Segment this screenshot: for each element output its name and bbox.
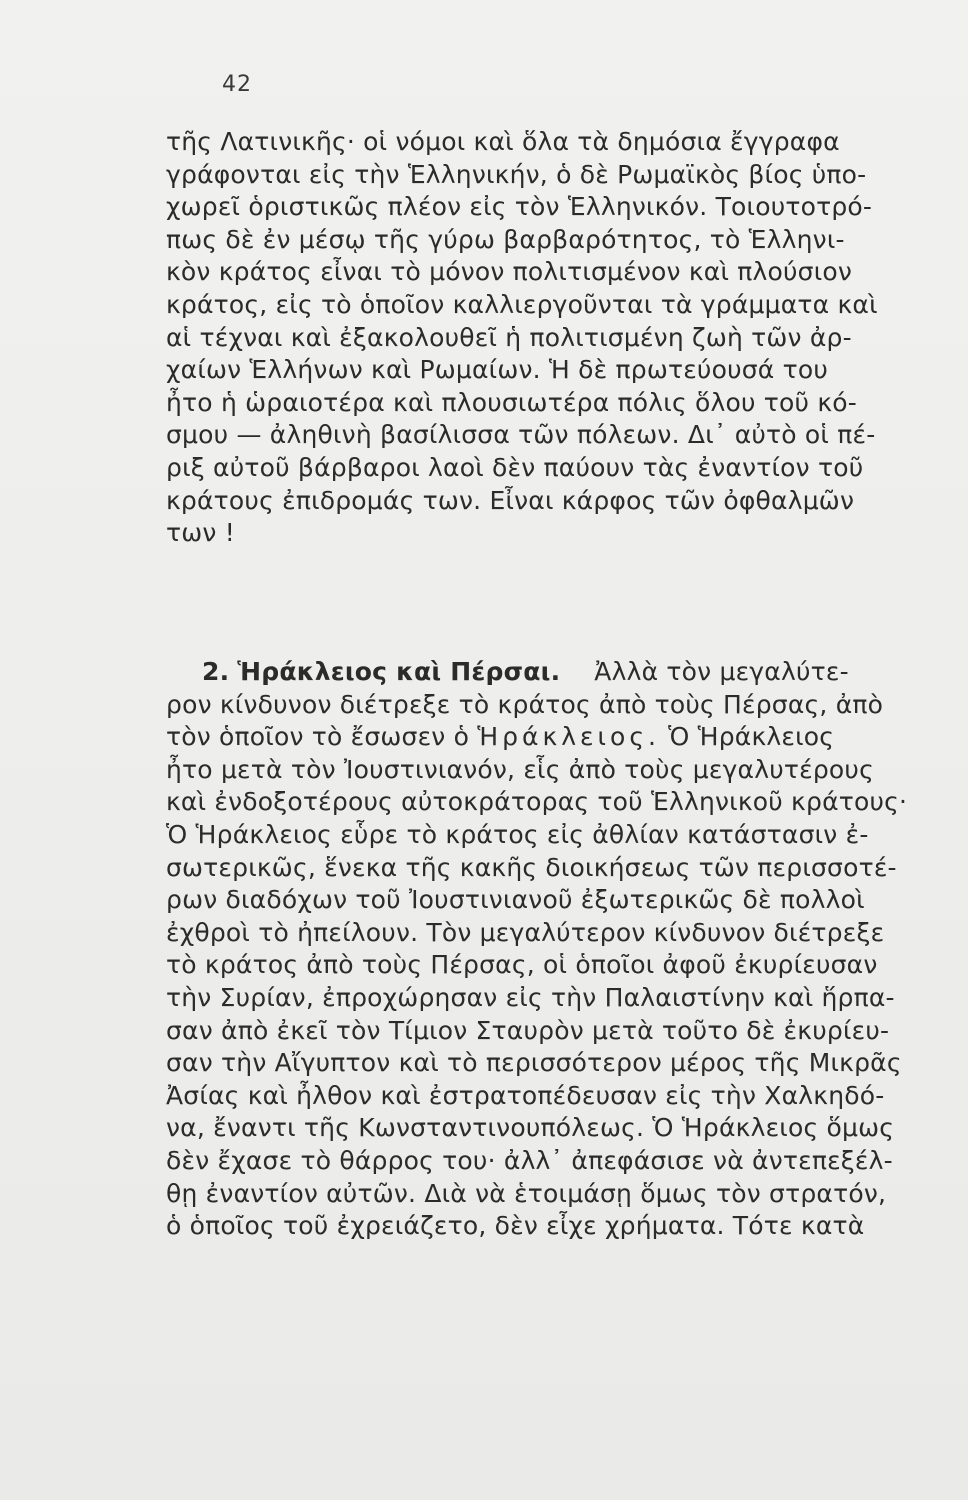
- text-line: ἦτο μετὰ τὸν Ἰουστινιανόν, εἷς ἀπὸ τοὺς μεγαλυτέρους: [166, 754, 874, 784]
- text-line: ἐχθροὶ τὸ ἠπείλουν. Τὸν μεγαλύτερον κίνδυνον διέτρεξε: [166, 917, 885, 947]
- text-line: ἦτο ἡ ὡραιοτέρα καὶ πλουσιωτέρα πόλις ὅλου τοῦ κό-: [166, 387, 857, 417]
- text-line: τὴν Συρίαν, ἐπροχώρησαν εἰς τὴν Παλαιστίνην καὶ ἥρπα-: [166, 982, 895, 1012]
- text-line: Ἀσίας καὶ ἦλθον καὶ ἐστρατοπέδευσαν εἰς τὴν Χαλκηδό-: [166, 1080, 885, 1110]
- section-opening-text: Ἀλλὰ τὸν μεγαλύτε-: [594, 657, 849, 686]
- text-line: τὸ κράτος ἀπὸ τοὺς Πέρσας, οἱ ὁποῖοι ἀφοῦ ἐκυρίευσαν: [166, 950, 878, 980]
- text-line: κράτους ἐπιδρομάς των. Εἶναι κάρφος τῶν ὀφθαλμῶν: [166, 485, 855, 515]
- emperor-name-spaced: Ἡράκλειος.: [477, 722, 660, 752]
- text-line: θῃ ἐναντίον αὐτῶν. Διὰ νὰ ἑτοιμάσῃ ὅμως τὸν στρατόν,: [166, 1178, 887, 1208]
- page-number: 42: [222, 72, 252, 97]
- text-line: Ὁ Ἡράκλειος εὗρε τὸ κράτος εἰς ἀθλίαν κατάστασιν ἐ-: [166, 819, 869, 849]
- section-number: 2.: [202, 657, 230, 686]
- text-line: πως δὲ ἐν μέσῳ τῆς γύρω βαρβαρότητος, τὸ Ἑλληνι-: [166, 224, 845, 254]
- section-heading: Ἡράκλειος καὶ Πέρσαι.: [237, 657, 561, 686]
- text-line: κὸν κράτος εἶναι τὸ μόνον πολιτισμένον καὶ πλούσιον: [166, 257, 853, 287]
- text-line: [166, 721, 942, 754]
- text-fragment: τὸν ὁποῖον τὸ ἔσωσεν ὁ: [166, 722, 470, 752]
- text-line: χαίων Ἑλλήνων καὶ Ρωμαίων. Ἡ δὲ πρωτεύουσά του: [166, 355, 829, 385]
- text-line: να, ἔναντι τῆς Κωνσταντινουπόλεως. Ὁ Ἡράκλειος ὅμως: [166, 1113, 895, 1143]
- text-line: ρων διαδόχων τοῦ Ἰουστινιανοῦ ἐξωτερικῶς δὲ πολλοὶ: [166, 885, 865, 915]
- text-line: σαν ἀπὸ ἐκεῖ τὸν Τίμιον Σταυρὸν μετὰ τοῦτο δὲ ἐκυρίευ-: [166, 1015, 890, 1045]
- section-heading-line: [166, 656, 942, 689]
- text-line: των !: [166, 518, 235, 548]
- text-line: τῆς Λατινικῆς· οἱ νόμοι καὶ ὅλα τὰ δημόσια ἔγγραφα: [166, 127, 840, 156]
- text-fragment: Ὁ Ἡράκλειος: [668, 722, 835, 752]
- text-line: χωρεῖ ὁριστικῶς πλέον εἰς τὸν Ἑλληνικόν. Τοιουτοτρό-: [166, 192, 873, 222]
- section-two: [166, 656, 942, 1243]
- text-line: ρον κίνδυνον διέτρεξε τὸ κράτος ἀπὸ τοὺς Πέρσας, ἀπὸ: [166, 689, 884, 719]
- text-line: σωτερικῶς, ἕνεκα τῆς κακῆς διοικήσεως τῶν περισσοτέ-: [166, 852, 897, 882]
- text-line: δὲν ἔχασε τὸ θάρρος του· ἀλλ᾽ ἀπεφάσισε νὰ ἀντεπεξέλ-: [166, 1145, 893, 1175]
- paragraph-one: [166, 126, 942, 550]
- text-line: καὶ ἐνδοξοτέρους αὐτοκράτορας τοῦ Ἑλληνικοῦ κράτους·: [166, 787, 908, 817]
- text-line: γράφονται εἰς τὴν Ἑλληνικήν, ὁ δὲ Ρωμαϊκὸς βίος ὑπο-: [166, 159, 867, 189]
- text-line: ριξ αὐτοῦ βάρβαροι λαοὶ δὲν παύουν τὰς ἐναντίον τοῦ: [166, 452, 864, 482]
- text-line: κράτος, εἰς τὸ ὁποῖον καλλιεργοῦνται τὰ γράμματα καὶ: [166, 289, 878, 319]
- text-line: σμου — ἀληθινὴ βασίλισσα τῶν πόλεων. Δι᾽ αὐτὸ οἱ πέ-: [166, 420, 876, 450]
- text-line: ὁ ὁποῖος τοῦ ἐχρειάζετο, δὲν εἶχε χρήματα. Τότε κατὰ: [166, 1211, 865, 1241]
- text-line: αἱ τέχναι καὶ ἐξακολουθεῖ ἡ πολιτισμένη ζωὴ τῶν ἀρ-: [166, 322, 852, 352]
- text-line: σαν τὴν Αἴγυπτον καὶ τὸ περισσότερον μέρος τῆς Μικρᾶς: [166, 1048, 902, 1078]
